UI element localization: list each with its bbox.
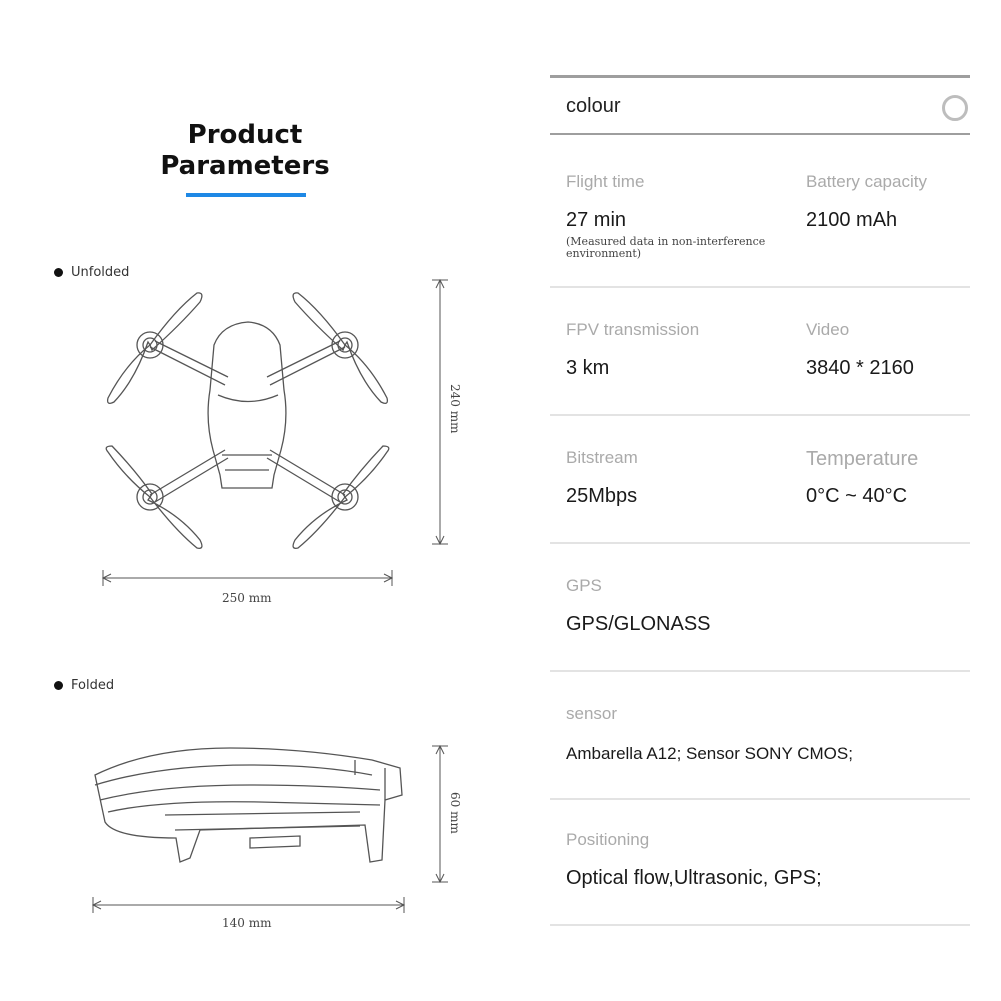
temperature-cell — [806, 448, 918, 508]
bitstream-label: Bitstream — [566, 448, 638, 467]
sensor-cell — [566, 704, 853, 764]
gps-label: GPS — [566, 576, 602, 595]
fpv-value: 3 km — [566, 357, 610, 379]
gps-value: GPS/GLONASS — [566, 613, 711, 635]
video-value: 3840 * 2160 — [806, 357, 914, 379]
sensor-value: Ambarella A12; Sensor SONY CMOS; — [566, 744, 853, 763]
spec-row-gps — [550, 544, 970, 672]
bitstream-value: 25Mbps — [566, 485, 638, 507]
spec-row-flight-battery — [550, 160, 970, 288]
unfolded-width-label: 250 mm — [222, 591, 272, 605]
flight-time-value: 27 min — [566, 209, 627, 231]
battery-label: Battery capacity — [806, 172, 927, 191]
positioning-cell — [566, 830, 822, 890]
title-line-1: Product — [187, 120, 303, 150]
positioning-label: Positioning — [566, 830, 650, 849]
colour-swatch-icon[interactable] — [942, 95, 968, 121]
video-cell — [806, 320, 914, 380]
unfolded-label-text: Unfolded — [71, 265, 130, 280]
positioning-value: Optical flow,Ultrasonic, GPS; — [566, 867, 822, 889]
spec-row-fpv-video — [550, 288, 970, 416]
flight-time-note: (Measured data in non-interference environment) — [566, 235, 766, 260]
colour-label: colour — [566, 95, 621, 117]
video-label: Video — [806, 320, 850, 339]
folded-width-label: 140 mm — [222, 916, 272, 930]
fpv-cell — [566, 320, 699, 380]
spec-row-bitstream-temperature — [550, 416, 970, 544]
title-line-2: Parameters — [160, 151, 330, 181]
gps-cell — [566, 576, 711, 636]
flight-time-label: Flight time — [566, 172, 645, 191]
battery-cell — [806, 172, 927, 232]
bitstream-cell — [566, 448, 638, 508]
spec-row-sensor — [550, 672, 970, 800]
fpv-label: FPV transmission — [566, 320, 700, 339]
temperature-label: Temperature — [806, 448, 919, 470]
drone-arms — [150, 341, 345, 502]
spec-row-positioning — [550, 800, 970, 926]
folded-label-text: Folded — [71, 678, 115, 693]
folded-drone — [95, 748, 402, 862]
unfolded-height-label: 240 mm — [448, 384, 462, 434]
flight-time-cell — [566, 172, 766, 260]
temperature-value: 0°C ~ 40°C — [806, 485, 908, 507]
colour-row — [550, 75, 970, 135]
battery-value: 2100 mAh — [806, 209, 898, 231]
folded-height-label: 60 mm — [448, 792, 462, 834]
sensor-label: sensor — [566, 704, 618, 723]
